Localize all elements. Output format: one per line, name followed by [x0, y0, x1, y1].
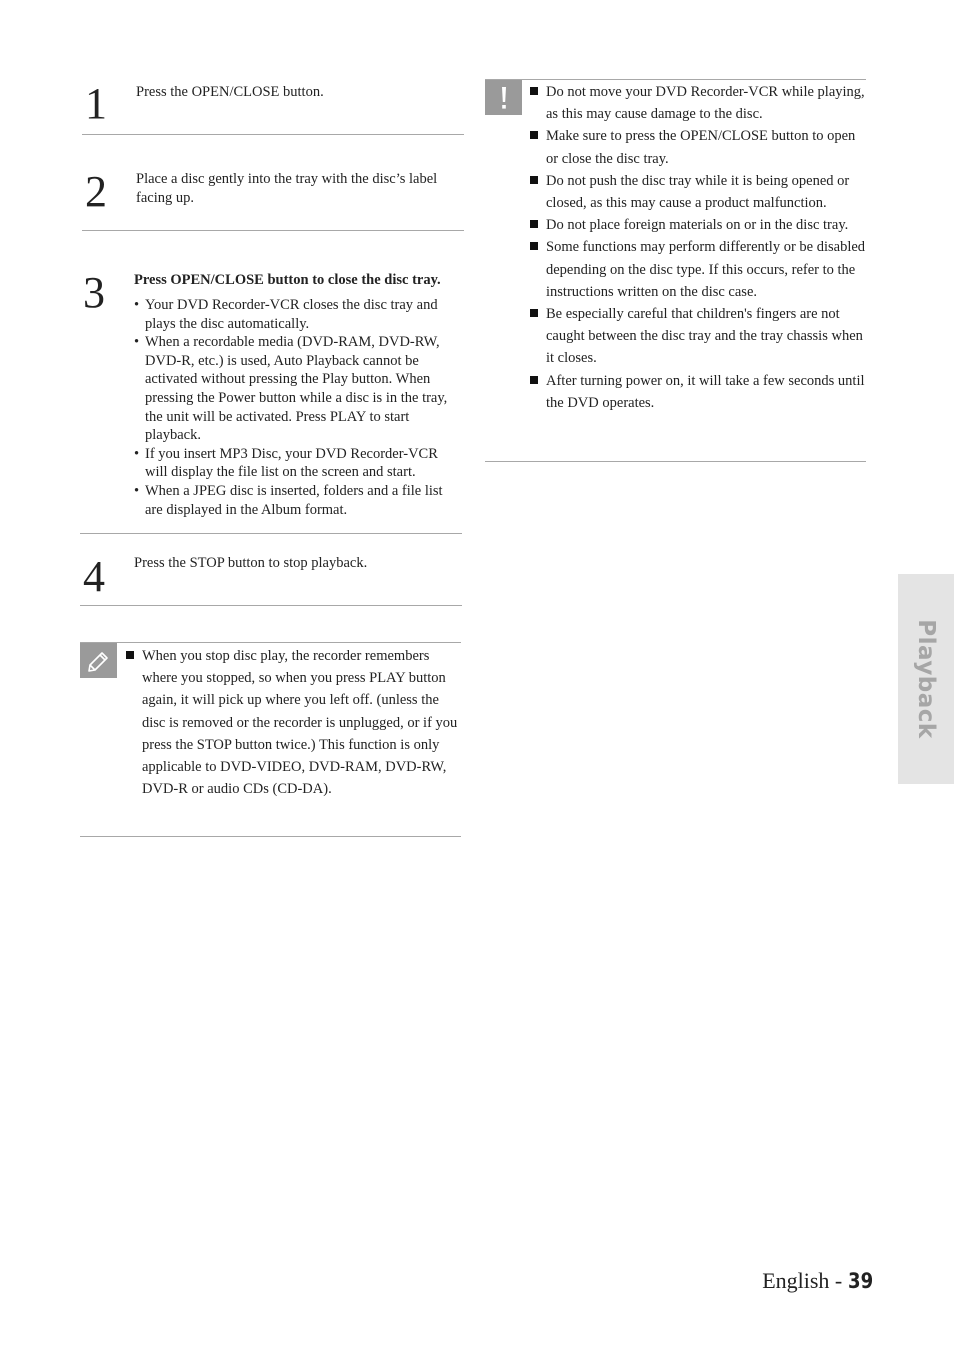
caution-bottom-rule: [485, 461, 866, 462]
list-item: Do not push the disc tray while it is being opened or closed, as this may cause a product malfunction.: [530, 170, 866, 214]
note-top-rule: [80, 642, 461, 643]
pencil-icon: [86, 649, 112, 673]
list-item: • Your DVD Recorder-VCR closes the disc tray and plays the disc automatically.: [134, 296, 462, 333]
step-text: Press the OPEN/CLOSE button.: [136, 84, 324, 100]
caution-content: [530, 81, 866, 414]
step-text: Place a disc gently into the tray with the disc’s label facing up.: [136, 171, 438, 206]
list-item: Some functions may perform differently or be disabled depending on the disc type. If this occurs, refer to the instructions written on the disc case.: [530, 236, 866, 303]
divider: [82, 230, 464, 231]
list-item: • When a JPEG disc is inserted, folders and a file list are displayed in the Album format.: [134, 482, 462, 519]
footer-language: English -: [762, 1268, 848, 1293]
step-number: 2: [85, 167, 107, 216]
step-number: 1: [85, 79, 107, 128]
list-item: Be especially careful that children's fingers are not caught between the disc tray and the tray chassis when it closes.: [530, 303, 866, 370]
list-item: Do not place foreign materials on or in the disc tray.: [530, 214, 866, 236]
chapter-tab-label: Playback: [913, 619, 939, 739]
note-bottom-rule: [80, 836, 461, 837]
list-item: • If you insert MP3 Disc, your DVD Recorder-VCR will display the file list on the screen and start.: [134, 445, 462, 482]
exclamation-icon: [497, 84, 511, 112]
page-footer: [762, 1268, 877, 1294]
chapter-tab: [898, 574, 954, 784]
caution-top-rule: [485, 79, 866, 80]
step-number: 3: [83, 268, 105, 317]
divider: [80, 533, 462, 534]
list-item: After turning power on, it will take a few seconds until the DVD operates.: [530, 370, 866, 414]
divider: [82, 134, 464, 135]
list-item: • When a recordable media (DVD-RAM, DVD-RW, DVD-R, etc.) is used, Auto Playback cannot be activated without pressing the Play button. When pressing the Power button while a disc is in the tray, the unit will be activated. Press PLAY to start playback.: [134, 333, 462, 445]
page-number: 39: [847, 1269, 873, 1293]
caution-icon-box: [485, 80, 522, 115]
note-content: [126, 645, 462, 800]
step-bullets: [134, 296, 462, 519]
list-item: Make sure to press the OPEN/CLOSE button to open or close the disc tray.: [530, 125, 866, 169]
note-icon-box: [80, 643, 117, 678]
divider: [80, 605, 462, 606]
step-heading: Press OPEN/CLOSE button to close the disc tray.: [134, 272, 441, 288]
list-item: Do not move your DVD Recorder-VCR while playing, as this may cause damage to the disc.: [530, 81, 866, 125]
step-number: 4: [83, 552, 105, 601]
step-text: Press the STOP button to stop playback.: [134, 555, 368, 571]
list-item: When you stop disc play, the recorder remembers where you stopped, so when you press PLAY button again, it will pick up where you left off. (unless the disc is removed or the recorder is unplugged, or if you press the STOP button twice.) This function is only applicable to DVD-VIDEO, DVD-RAM, DVD-RW, DVD-R or audio CDs (CD-DA).: [126, 645, 462, 800]
step-body: [134, 271, 462, 519]
